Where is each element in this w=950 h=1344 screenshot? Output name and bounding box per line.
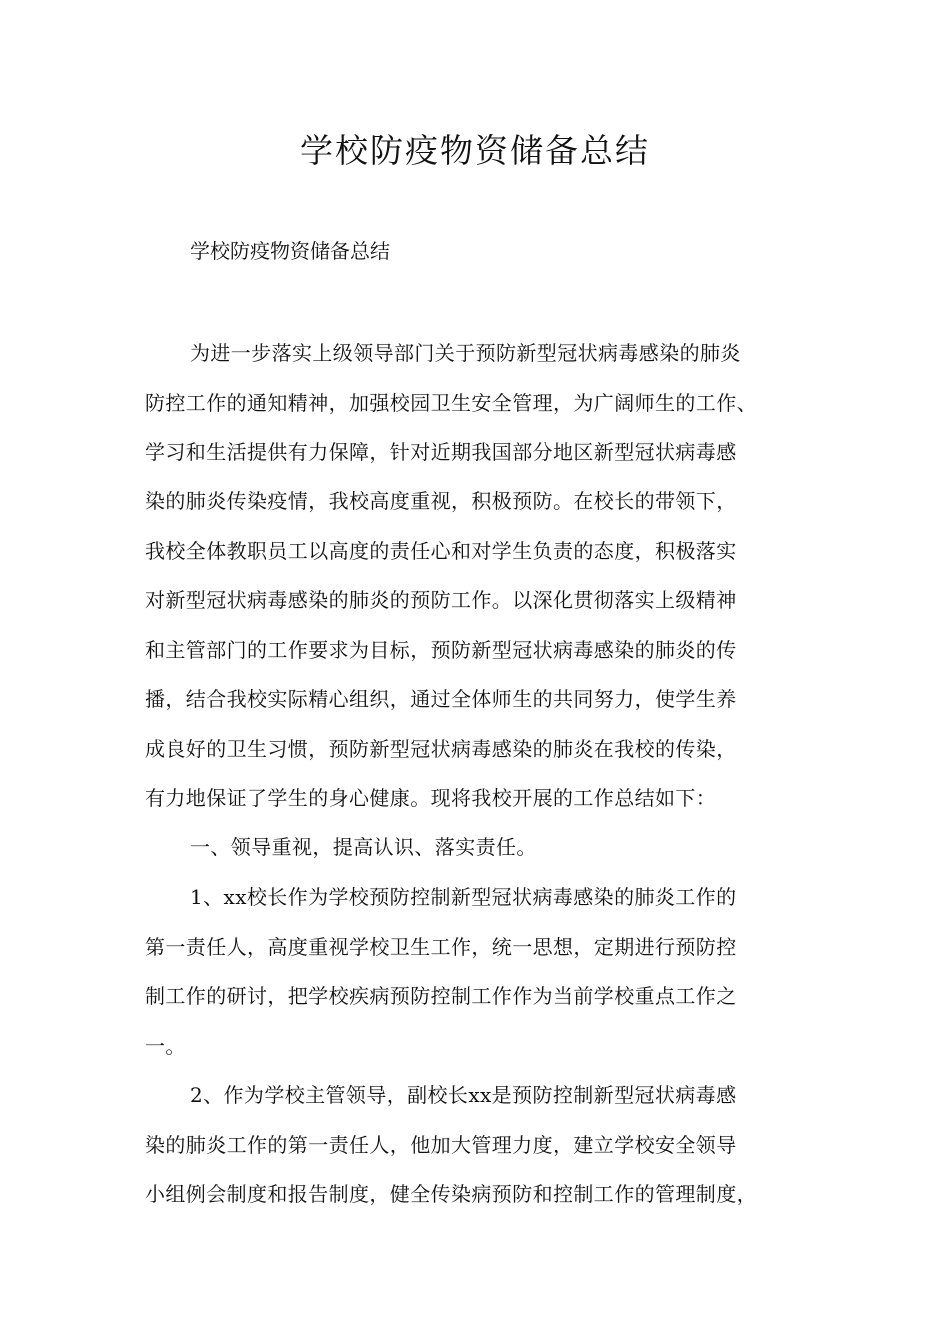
paragraph-line: 第一责任人，高度重视学校卫生工作，统一思想，定期进行预防控 xyxy=(145,935,737,959)
paragraph-line: 染的肺炎工作的第一责任人，他加大管理力度，建立学校安全领导 xyxy=(145,1133,737,1157)
paragraph-line: 1、xx校长作为学校预防控制新型冠状病毒感染的肺炎工作的 xyxy=(190,885,737,909)
paragraph-line: 一。 xyxy=(145,1034,186,1058)
paragraph-line: 小组例会制度和报告制度，健全传染病预防和控制工作的管理制度， xyxy=(145,1182,757,1206)
paragraph-line: 防控工作的通知精神，加强校园卫生安全管理，为广阔师生的工作、 xyxy=(145,391,757,415)
paragraph-line: 和主管部门的工作要求为目标，预防新型冠状病毒感染的肺炎的传 xyxy=(145,638,737,662)
paragraph-line: 成良好的卫生习惯，预防新型冠状病毒感染的肺炎在我校的传染， xyxy=(145,737,737,761)
section-heading: 一、领导重视，提高认识、落实责任。 xyxy=(190,835,537,859)
paragraph-line: 制工作的研讨，把学校疾病预防控制工作作为当前学校重点工作之 xyxy=(145,984,737,1008)
paragraph-line: 为进一步落实上级领导部门关于预防新型冠状病毒感染的肺炎 xyxy=(190,341,741,365)
paragraph-line: 染的肺炎传染疫情，我校高度重视，积极预防。在校长的带领下， xyxy=(145,489,737,513)
paragraph-line: 2、作为学校主管领导，副校长xx是预防控制新型冠状病毒感 xyxy=(190,1083,737,1107)
paragraph-line: 对新型冠状病毒感染的肺炎的预防工作。以深化贯彻落实上级精神 xyxy=(145,588,737,612)
document-subtitle: 学校防疫物资储备总结 xyxy=(190,239,390,263)
paragraph-line: 有力地保证了学生的身心健康。现将我校开展的工作总结如下： xyxy=(145,786,717,810)
paragraph-line: 播，结合我校实际精心组织，通过全体师生的共同努力，使学生养 xyxy=(145,687,737,711)
paragraph-line: 我校全体教职员工以高度的责任心和对学生负责的态度，积极落实 xyxy=(145,539,737,563)
paragraph-line: 学习和生活提供有力保障，针对近期我国部分地区新型冠状病毒感 xyxy=(145,440,737,464)
document-title: 学校防疫物资储备总结 xyxy=(300,131,650,170)
